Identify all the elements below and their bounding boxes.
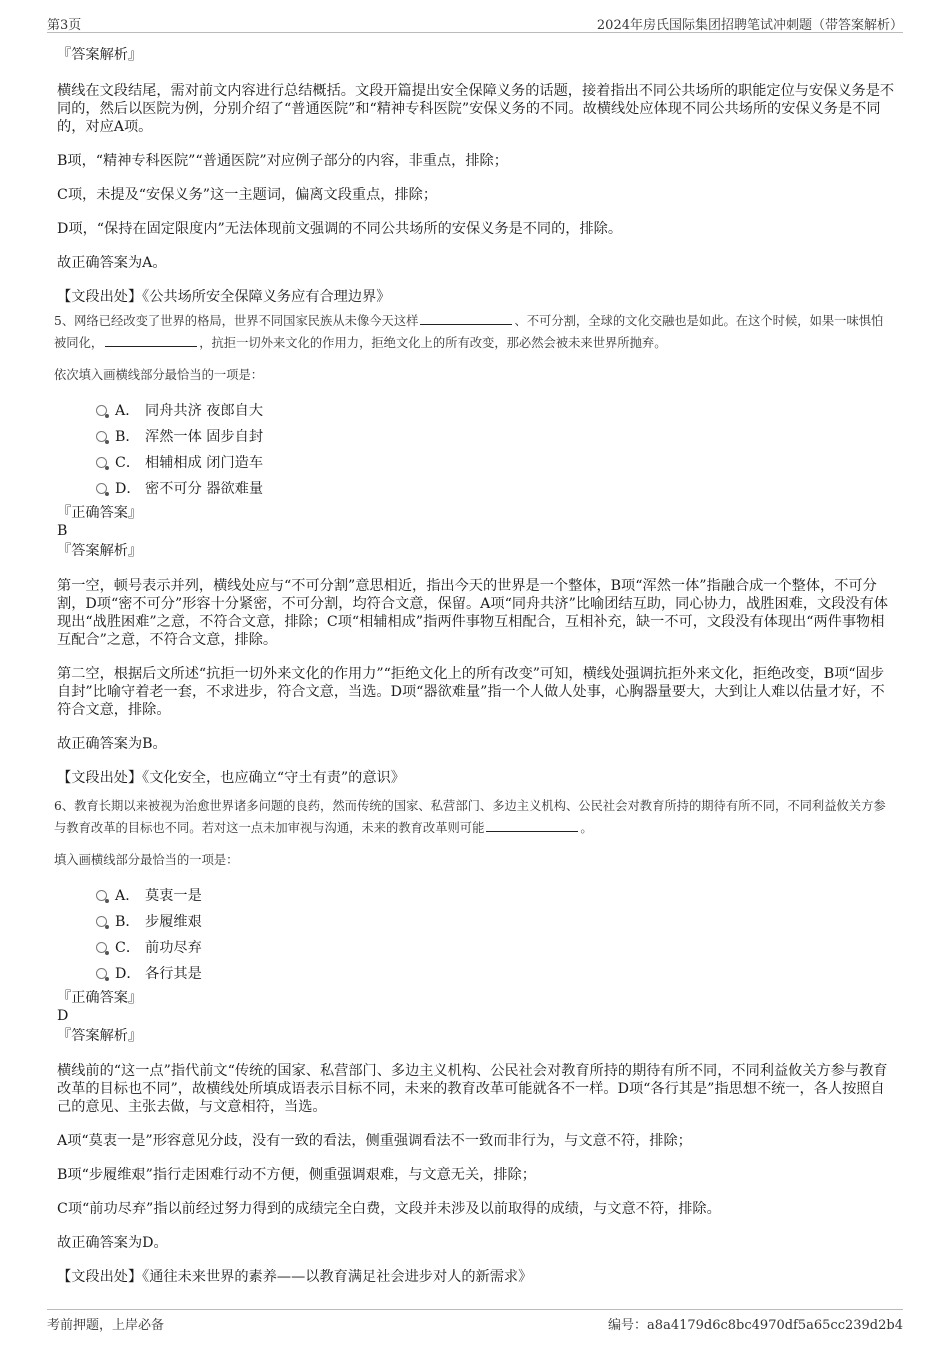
q5-analysis-p2: 第二空，根据后文所述“抗拒一切外来文化的作用力”“拒绝文化上的所有改变”可知，横线处强调抗拒外来文化，拒绝改变，B项“固步自封”比喻守着老一套，不求进步，符合文意，当选。D项“器欲难量”指一个人做人处事，心胸器量要大，大到让人难以估量才好，不符合文意，排除。 <box>57 666 885 718</box>
q4-analysis-p1: 横线在文段结尾，需对前文内容进行总结概括。文段开篇提出安全保障义务的话题，接着指出不同公共场所的职能定位与安保义务是不同的，然后以医院为例，分别介绍了“普通医院”和“精神专科医院”安保义务的不同。故横线处应体现不同公共场所的安保义务是不同的，对应A项。 <box>57 83 895 135</box>
q6-options <box>96 883 895 987</box>
q5-source: 【文段出处】《文化安全，也应确立“守土有责”的意识》 <box>57 770 405 786</box>
radio-icon[interactable] <box>96 916 107 927</box>
q6-prompt: 填入画横线部分最恰当的一项是： <box>54 853 239 867</box>
q6-analysis-p4: C项“前功尽弃”指以前经过努力得到的成绩完全白费，文段并未涉及以前取得的成绩，与文意不符，排除。 <box>57 1201 721 1217</box>
radio-icon[interactable] <box>96 405 107 416</box>
q5-stem-part-b: 、不可分割，全球的文化交融也是如此。在这个时候，如果一味惧怕被同化， <box>54 314 884 350</box>
q6-option-b[interactable]: B． 步履维艰 <box>96 909 895 935</box>
q6-analysis-p2: A项“莫衷一是”形容意见分歧，没有一致的看法，侧重强调看法不一致而非行为，与文意不符，排除； <box>57 1133 692 1149</box>
correct-answer-label: 『正确答案』 <box>57 990 143 1006</box>
q5-option-c[interactable]: C． 相辅相成 闭门造车 <box>96 450 895 476</box>
q5-stem-part-c: ，抗拒一切外来文化的作用力，拒绝文化上的所有改变，那必然会被未来世界所抛弃。 <box>199 336 667 350</box>
document-title: 2024年房氏国际集团招聘笔试冲刺题（带答案解析） <box>596 18 903 33</box>
q5-blank-1 <box>420 312 512 325</box>
q4-analysis-p2: B项，“精神专科医院”“普通医院”对应例子部分的内容，非重点，排除； <box>57 153 508 169</box>
correct-answer-label: 『正确答案』 <box>57 505 143 521</box>
q4-analysis-p4: D项，“保持在固定限度内”无法体现前文强调的不同公共场所的安保义务是不同的，排除。 <box>57 221 623 237</box>
radio-icon[interactable] <box>96 457 107 468</box>
q6-option-d[interactable]: D． 各行其是 <box>96 961 895 987</box>
q5-option-a[interactable]: A． 同舟共济 夜郎自大 <box>96 398 895 424</box>
page-footer <box>47 1309 903 1332</box>
q5-stem <box>54 310 895 354</box>
analysis-label: 『答案解析』 <box>57 47 143 63</box>
q6-correct-answer: D <box>57 1008 69 1024</box>
radio-icon[interactable] <box>96 890 107 901</box>
radio-icon[interactable] <box>96 483 107 494</box>
q6-analysis-conclusion: 故正确答案为D。 <box>57 1235 168 1251</box>
q6-option-a[interactable]: A． 莫衷一是 <box>96 883 895 909</box>
radio-icon[interactable] <box>96 968 107 979</box>
q5-correct-answer: B <box>57 523 68 539</box>
q6-source: 【文段出处】《通往未来世界的素养——以教育满足社会进步对人的新需求》 <box>57 1269 533 1285</box>
q6-option-c[interactable]: C． 前功尽弃 <box>96 935 895 961</box>
analysis-label: 『答案解析』 <box>57 1028 143 1044</box>
analysis-label: 『答案解析』 <box>57 543 143 559</box>
q5-prompt: 依次填入画横线部分最恰当的一项是： <box>54 368 264 382</box>
q4-analysis-conclusion: 故正确答案为A。 <box>57 255 167 271</box>
radio-icon[interactable] <box>96 431 107 442</box>
q6-stem-part-a: 6、教育长期以来被视为治愈世界诸多问题的良药，然而传统的国家、私营部门、多边主义机构、公民社会对教育所持的期待有所不同，不同利益攸关方参与教育改革的目标也不同。若对这一点未加审视与沟通，未来的教育改革则可能 <box>54 799 886 835</box>
document-id: 编号：a8a4179d6c8bc4970df5a65cc239d2b4 <box>608 1318 903 1333</box>
q6-stem-part-b: 。 <box>580 821 593 835</box>
q5-analysis-conclusion: 故正确答案为B。 <box>57 736 167 752</box>
q5-stem-part-a: 5、网络已经改变了世界的格局，世界不同国家民族从未像今天这样 <box>54 314 419 328</box>
q4-source: 【文段出处】《公共场所安全保障义务应有合理边界》 <box>57 289 391 305</box>
page-number: 第3页 <box>47 18 82 33</box>
page-header <box>47 12 903 33</box>
q5-option-d[interactable]: D． 密不可分 器欲难量 <box>96 476 895 502</box>
q5-blank-2 <box>105 334 197 347</box>
footer-slogan: 考前押题，上岸必备 <box>47 1318 165 1333</box>
radio-icon[interactable] <box>96 942 107 953</box>
page-content <box>54 42 895 1286</box>
q5-options <box>96 398 895 502</box>
q6-blank <box>486 819 578 832</box>
q4-analysis-p3: C项，未提及“安保义务”这一主题词，偏离文段重点，排除； <box>57 187 438 203</box>
q6-stem <box>54 795 895 839</box>
q5-option-b[interactable]: B． 浑然一体 固步自封 <box>96 424 895 450</box>
q5-analysis-p1: 第一空，顿号表示并列，横线处应与“不可分割”意思相近，指出今天的世界是一个整体，B项“浑然一体”指融合成一个整体，不可分割，D项“密不可分”形容十分紧密，不可分割，均符合文意，保留。A项“同舟共济”比喻团结互助，同心协力，战胜困难，文段没有体现出“战胜困难”之意，不符合文意，排除；C项“相辅相成”指两件事物互相配合，互相补充，缺一不可，文段没有体现出“两件事物相互配合”之意，不符合文意，排除。 <box>57 578 888 648</box>
q6-analysis-p3: B项“步履维艰”指行走困难行动不方便，侧重强调艰难，与文意无关，排除； <box>57 1167 536 1183</box>
q6-analysis-p1: 横线前的“这一点”指代前文“传统的国家、私营部门、多边主义机构、公民社会对教育所持的期待有所不同，不同利益攸关方参与教育改革的目标也不同”，故横线处所填成语表示目标不同，未来的教育改革可能就各不一样。D项“各行其是”指思想不统一，各人按照自己的意见、主张去做，与文意相符，当选。 <box>57 1063 888 1115</box>
